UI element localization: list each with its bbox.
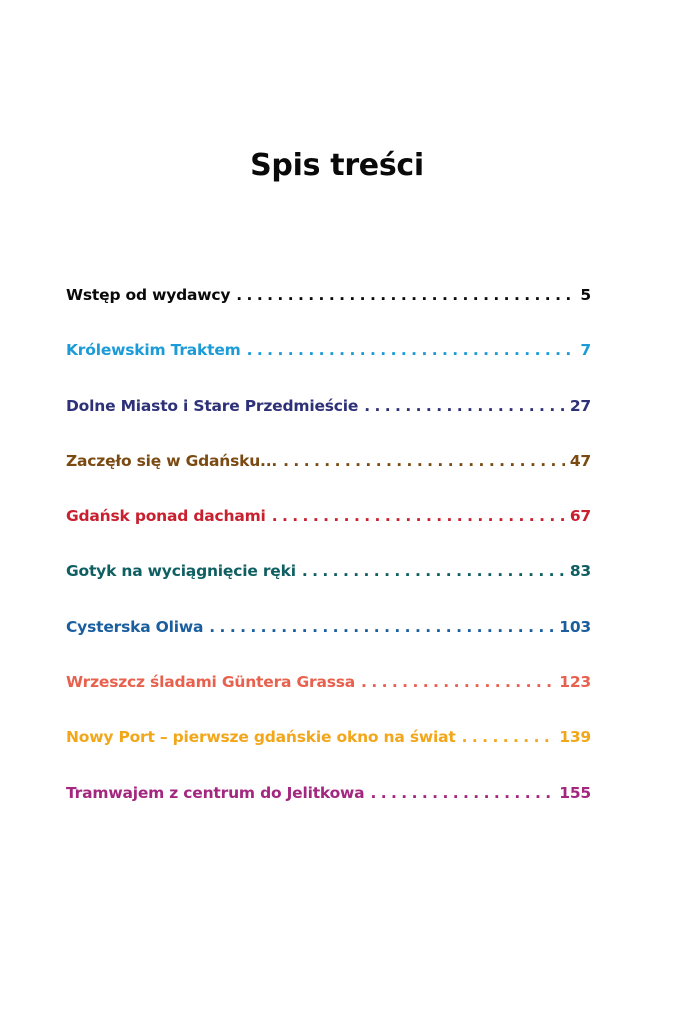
toc-entry-title: Wrzeszcz śladami Güntera Grassa — [66, 673, 356, 692]
toc-entry-title: Królewskim Traktem — [66, 341, 241, 360]
toc-entry-title: Gdańsk ponad dachami — [66, 507, 266, 526]
toc-entry — [66, 284, 591, 339]
toc-entry — [66, 339, 591, 394]
toc-leader-dots — [272, 505, 565, 527]
toc-entry-page-number: 47 — [569, 451, 591, 470]
toc-entry-page-number: 103 — [559, 617, 591, 636]
toc-entry-title: Wstęp od wydawcy — [66, 286, 231, 304]
table-of-contents — [66, 284, 591, 837]
toc-entry-page-number: 139 — [559, 728, 591, 747]
toc-leader-dots — [370, 782, 554, 804]
toc-entry — [66, 782, 591, 837]
toc-entry — [66, 726, 591, 781]
toc-leader-dots — [364, 395, 565, 417]
toc-leader-dots — [236, 284, 572, 306]
toc-leader-dots — [302, 560, 565, 582]
toc-entry — [66, 616, 591, 671]
toc-entry — [66, 395, 591, 450]
toc-entry — [66, 560, 591, 615]
toc-entry-title: Zaczęło się w Gdańsku... — [66, 451, 278, 470]
toc-leader-dots — [209, 616, 554, 638]
toc-entry-title: Cysterska Oliwa — [66, 617, 204, 636]
toc-entry-page-number: 83 — [569, 562, 591, 581]
toc-entry — [66, 671, 591, 726]
page-title: Spis treści — [250, 148, 424, 183]
toc-entry-title: Nowy Port – pierwsze gdańskie okno na świat — [66, 728, 456, 747]
toc-leader-dots — [283, 450, 565, 472]
toc-entry-page-number: 67 — [569, 507, 591, 526]
toc-entry-title: Tramwajem z centrum do Jelitkowa — [66, 783, 365, 802]
toc-entry-title: Dolne Miasto i Stare Przedmieście — [66, 396, 359, 415]
toc-entry-page-number: 27 — [569, 396, 591, 415]
toc-leader-dots — [247, 339, 572, 361]
toc-entry — [66, 505, 591, 560]
toc-leader-dots — [462, 726, 555, 748]
toc-entry-page-number: 5 — [580, 286, 591, 304]
toc-entry-page-number: 7 — [580, 341, 591, 360]
toc-entry — [66, 450, 591, 505]
toc-entry-title: Gotyk na wyciągnięcie ręki — [66, 562, 296, 581]
toc-leader-dots — [361, 671, 554, 693]
toc-entry-page-number: 155 — [559, 783, 591, 802]
toc-entry-page-number: 123 — [559, 673, 591, 692]
